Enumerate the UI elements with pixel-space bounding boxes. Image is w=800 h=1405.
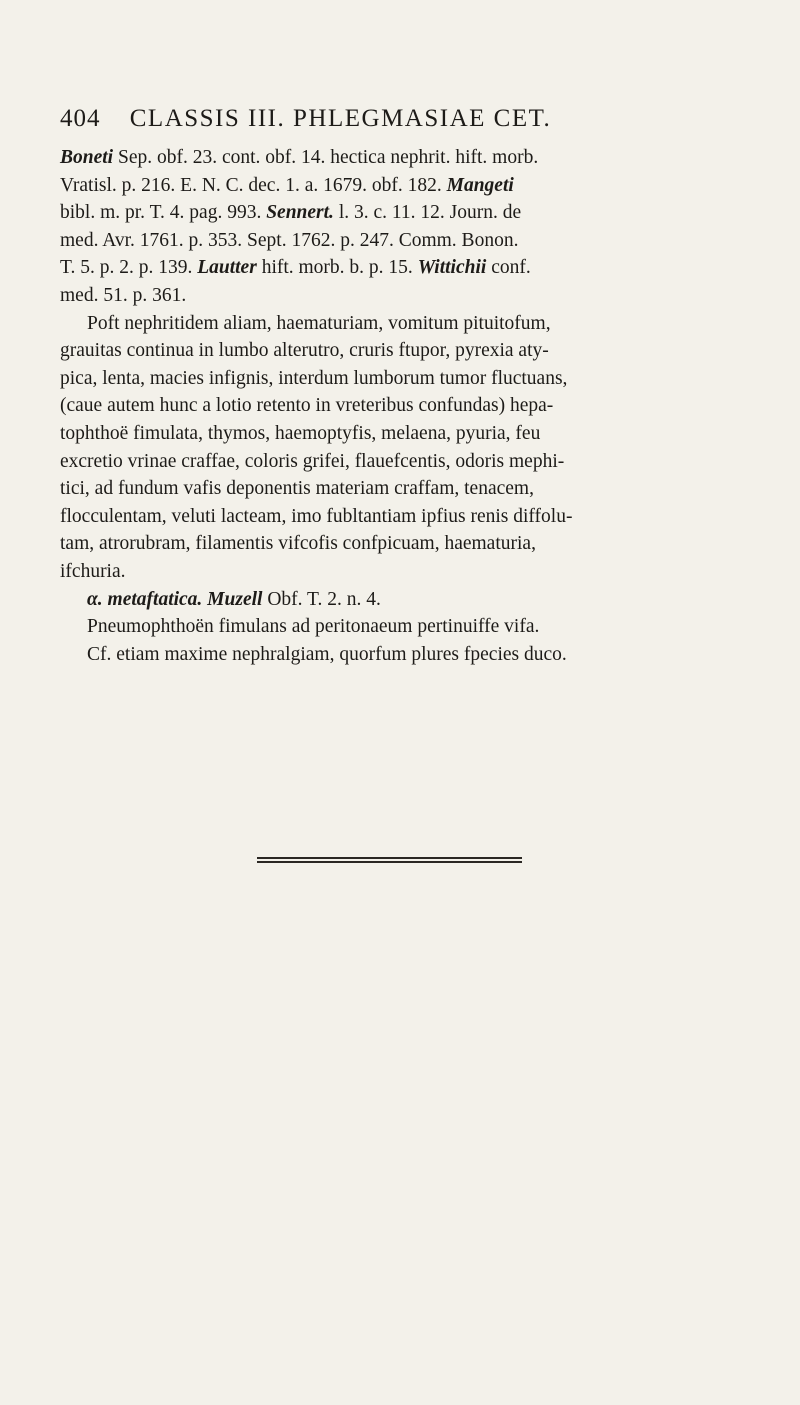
text-segment: bibl. m. pr. T. 4. pag. 993. xyxy=(60,202,267,224)
text-segment: hift. morb. b. p. 15. xyxy=(256,257,418,279)
text-segment: grauitas continua in lumbo alterutro, cruris ftupor, pyrexia aty- xyxy=(60,340,549,362)
text-line xyxy=(60,144,762,172)
text-segment: Poft nephritidem aliam, haematuriam, vomitum pituitofum, xyxy=(87,312,551,334)
running-header xyxy=(60,104,740,134)
text-line xyxy=(60,448,762,476)
text-line xyxy=(60,420,762,448)
text-line xyxy=(60,227,762,255)
text-segment: Obf. T. 2. n. 4. xyxy=(262,588,381,610)
text-segment: Sep. obf. 23. cont. obf. 14. hectica nephrit. hift. morb. xyxy=(113,147,539,168)
text-line xyxy=(60,641,762,669)
body-text xyxy=(60,144,762,668)
text-line xyxy=(60,392,762,420)
italic-citation: Mangeti xyxy=(446,174,514,196)
text-segment: pica, lenta, macies infignis, interdum lumborum tumor fluctuans, xyxy=(60,367,568,389)
running-title: CLASSIS III. PHLEGMASIAE CET. xyxy=(129,105,552,132)
text-segment: med. Avr. 1761. p. 353. Sept. 1762. p. 247. Comm. Bonon. xyxy=(60,229,519,251)
text-line xyxy=(60,310,762,338)
text-segment: Vratisl. p. 216. E. N. C. dec. 1. a. 1679. obf. 182. xyxy=(60,174,447,196)
text-line xyxy=(60,172,762,200)
text-line xyxy=(60,503,762,531)
text-segment: tam, atrorubram, filamentis vifcofis confpicuam, haematuria, xyxy=(60,533,536,555)
text-segment: flocculentam, veluti lacteam, imo fubltantiam ipfius renis diffolu- xyxy=(60,505,573,527)
text-segment: T. 5. p. 2. p. 139. xyxy=(60,257,198,279)
italic-citation: Lautter xyxy=(197,257,257,279)
section-divider-rule xyxy=(257,857,522,863)
text-segment: l. 3. c. 11. 12. Journ. de xyxy=(333,202,522,224)
text-line xyxy=(60,254,762,282)
text-segment: conf. xyxy=(486,257,531,279)
text-line xyxy=(60,475,762,503)
text-line xyxy=(60,199,762,227)
text-line xyxy=(60,282,762,310)
text-line xyxy=(60,586,762,614)
text-line xyxy=(60,558,762,586)
text-line xyxy=(60,365,762,393)
italic-citation: Boneti xyxy=(60,147,114,168)
text-segment: tici, ad fundum vafis deponentis materiam craffam, tenacem, xyxy=(60,478,534,500)
text-segment: (caue autem hunc a lotio retento in vreteribus confundas) hepa- xyxy=(60,395,554,417)
text-line xyxy=(60,613,762,641)
italic-citation: Sennert. xyxy=(266,202,334,224)
text-line xyxy=(60,530,762,558)
text-segment: ifchuria. xyxy=(60,560,126,582)
text-segment: tophthoë fimulata, thymos, haemoptyfis, melaena, pyuria, feu xyxy=(60,422,541,444)
text-segment: Pneumophthoën fimulans ad peritonaeum pertinuiffe vifa. xyxy=(87,616,540,638)
text-segment: med. 51. p. 361. xyxy=(60,284,187,306)
italic-citation: Wittichii xyxy=(417,257,487,279)
italic-citation: α. metaftatica. Muzell xyxy=(87,588,263,610)
text-segment: Cf. etiam maxime nephralgiam, quorfum plures fpecies duco. xyxy=(87,643,567,665)
text-line xyxy=(60,337,762,365)
page-number: 404 xyxy=(60,105,101,132)
text-segment: excretio vrinae craffae, coloris grifei, flauefcentis, odoris mephi- xyxy=(60,450,565,472)
